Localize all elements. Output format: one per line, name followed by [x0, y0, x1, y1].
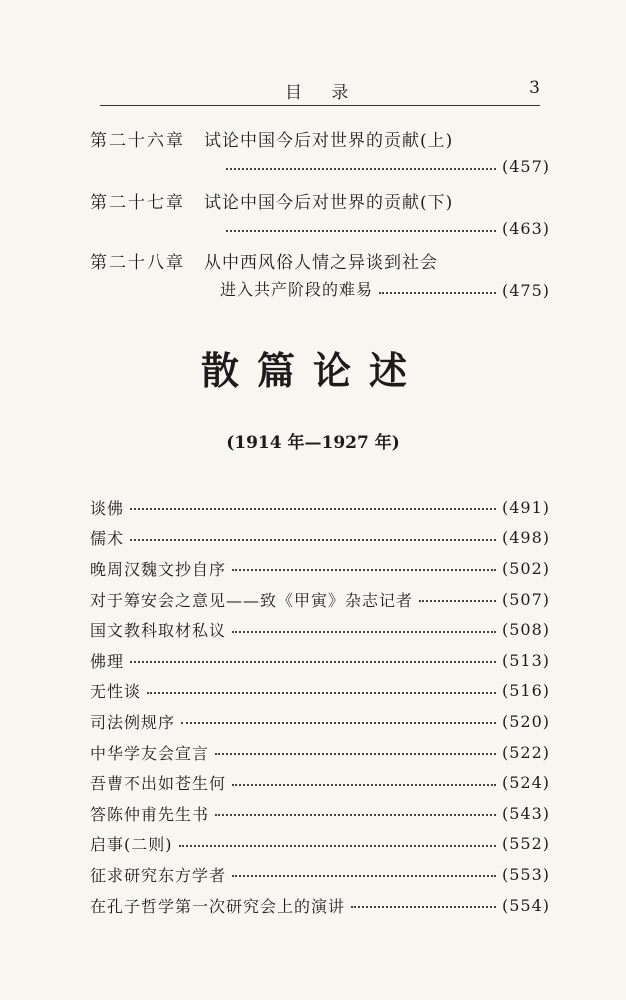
entry-page: (554) [501, 895, 550, 915]
section-title: 散篇论述 [200, 349, 425, 393]
toc-entry [90, 645, 550, 676]
dot-leader [232, 631, 496, 633]
entry-page: (507) [501, 589, 550, 609]
chapter-page: (463) [501, 219, 550, 238]
dot-leader [226, 168, 496, 170]
dot-leader [181, 722, 496, 724]
running-header [100, 76, 540, 102]
dot-leader [232, 569, 496, 571]
chapter-number: 第二十六章 [90, 131, 185, 151]
entry-page: (513) [501, 650, 550, 670]
chapter-page: (457) [501, 157, 550, 176]
chapter-title-continuation: 进入共产阶段的难易 [220, 280, 374, 299]
entry-page: (524) [501, 773, 550, 793]
toc-entry [90, 798, 550, 829]
entry-page: (543) [501, 803, 550, 823]
toc-entry [90, 767, 550, 798]
section-years: (1914 年—1927 年) [226, 433, 400, 453]
chapter-27-page-line [220, 216, 550, 238]
entry-title: 对于筹安会之意见——致《甲寅》杂志记者 [90, 590, 414, 610]
dot-leader [232, 784, 496, 786]
chapter-26-page-line [220, 154, 550, 176]
toc-entry [90, 676, 550, 707]
entry-page: (498) [501, 528, 550, 548]
entry-page: (520) [501, 711, 550, 731]
entry-page: (552) [501, 834, 550, 854]
entry-page: (553) [501, 864, 550, 884]
entry-title: 司法例规序 [90, 712, 176, 732]
entry-title: 中华学友会宣言 [90, 743, 210, 763]
chapter-number: 第二十七章 [90, 193, 185, 213]
header-rule [100, 105, 540, 106]
entry-title: 吾曹不出如苍生何 [90, 774, 227, 794]
entry-title: 佛理 [90, 651, 125, 671]
chapter-28-page-line [220, 278, 550, 300]
dot-leader [351, 906, 496, 908]
chapter-title: 试论中国今后对世界的贡献(上) [204, 131, 454, 151]
entry-page: (502) [501, 558, 550, 578]
page-number: 3 [529, 78, 540, 98]
dot-leader [130, 539, 496, 541]
entry-title: 征求研究东方学者 [90, 865, 227, 885]
chapter-number: 第二十八章 [90, 253, 185, 273]
chapter-27-heading [90, 188, 550, 213]
dot-leader [179, 845, 496, 847]
entry-page: (491) [501, 497, 550, 517]
entry-title: 启事(二则) [90, 835, 173, 855]
entry-page: (516) [501, 681, 550, 701]
dot-leader [419, 600, 496, 602]
dot-leader [215, 753, 496, 755]
dot-leader [215, 814, 496, 816]
toc-entry [90, 584, 550, 615]
toc-entry [90, 492, 550, 523]
dot-leader [232, 875, 496, 877]
chapter-26-heading [90, 126, 550, 151]
dot-leader [147, 692, 496, 694]
dot-leader [130, 508, 496, 510]
dot-leader [226, 230, 496, 232]
toc-entry [90, 890, 550, 921]
entry-page: (508) [501, 620, 550, 640]
header-title: 目 录 [285, 83, 361, 103]
entry-title: 答陈仲甫先生书 [90, 804, 210, 824]
dot-leader [130, 661, 496, 663]
chapter-title: 从中西风俗人情之异谈到社会 [204, 253, 438, 273]
entry-title: 晚周汉魏文抄自序 [90, 559, 227, 579]
toc-entry [90, 553, 550, 584]
toc-entry [90, 706, 550, 737]
toc-entry [90, 829, 550, 860]
toc-entry [90, 614, 550, 645]
toc-entry [90, 523, 550, 554]
toc-entry [90, 737, 550, 768]
chapter-page: (475) [501, 281, 550, 300]
entry-page: (522) [501, 742, 550, 762]
chapter-28-heading [90, 248, 550, 273]
toc-list [90, 492, 550, 920]
toc-entry [90, 859, 550, 890]
entry-title: 无性谈 [90, 682, 142, 702]
entry-title: 国文教科取材私议 [90, 621, 227, 641]
entry-title: 谈佛 [90, 498, 125, 518]
chapter-title: 试论中国今后对世界的贡献(下) [204, 193, 454, 213]
entry-title: 在孔子哲学第一次研究会上的演讲 [90, 896, 346, 916]
entry-title: 儒术 [90, 529, 125, 549]
dot-leader [379, 292, 496, 294]
